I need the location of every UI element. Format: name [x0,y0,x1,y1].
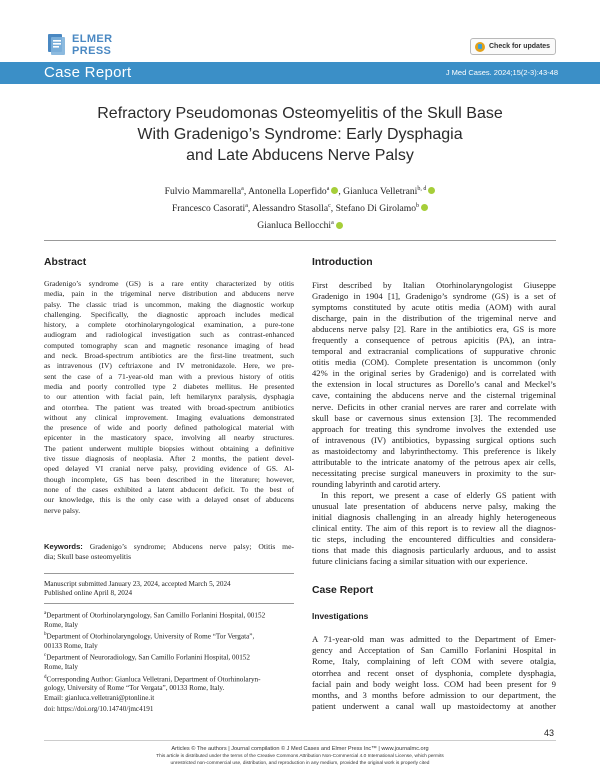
submitted-date: Manuscript submitted January 23, 2024, accepted March 5, 2024 [44,580,231,588]
author-line [120,216,480,233]
footer-license-line2: unrestricted non-commercial use, distribution, and reproduction in any medium, provided the original work is properly cited [170,761,430,766]
body-line: approach for treating this syndrome involves the extended use [312,423,556,434]
abstract-line: media, pain in the trigeminal nerve distribution and abducens nerve [44,289,294,299]
abstract-body [44,279,294,516]
affiliation-line [44,684,294,693]
body-line: Gradenigo in 1904 [1], Gradenigo’s syndrome (GS) is a set of [312,291,556,302]
elmer-press-logo-icon [44,32,68,58]
introduction-heading: Introduction [312,257,373,268]
affiliation-text: 00133 Rome, Italy [44,642,98,650]
author-name: Francesco Casorati [171,203,246,215]
body-line: skull base or cavernous sinus extension [3]. The recommended [312,412,556,423]
publisher-name [72,33,113,57]
author-affiliation-mark: b [416,203,420,210]
body-line: otitis media (COM). Complete presentation is uncommon (only [312,357,556,368]
body-line: tions that made this diagnosis particularly arduous, and to assist [312,545,556,556]
body-line: otorrhea and recent onset of dysphonia, complete dysphagia, [312,667,556,678]
abstract-keywords [44,542,294,563]
author-name: Alessandro Stasolla [252,203,329,215]
affiliation-text: Corresponding Author: Gianluca Velletrani, Department of Otorhinolaryn- [46,675,261,683]
affiliations [44,609,294,703]
author-affiliation-mark: a [331,220,334,227]
affiliation-text: Email: gianluca.velletrani@ptonline.it [44,693,155,702]
affiliation-text: Department of Otorhinolaryngology, San Camillo Forlanini Hospital, 00152 [46,611,266,620]
abstract-line: none of the cases exhibited a latent abducent deficit. To the best of [44,484,294,494]
page-number: 43 [543,728,554,738]
body-line: initial diagnosis challenging in an already highly heterogeneous [312,511,556,522]
abstract-line: and otorrhea. The patient was treated with broad-spectrum antibiotics [44,402,294,412]
affiliation-line [44,630,294,642]
body-line: of intravenous (IV) antibiotics, bypassing surgical options such [312,434,556,445]
investigations-subheading [312,611,556,621]
abstract-line: nerve palsy. [44,505,81,515]
affiliation-line [44,694,294,703]
body-line: 42% in the original series by Gradenigo) and is correlated with [312,368,556,379]
case-report-body [312,634,556,712]
orcid-icon[interactable] [428,187,435,194]
abstract-line: our knowledge, this is the only case with a delayed onset of abducens [44,495,294,505]
orcid-icon[interactable] [336,222,343,229]
title-line: With Gradenigo’s Syndrome: Early Dysphagia [137,126,463,143]
title-line: Refractory Pseudomonas Osteomyelitis of the Skull Base [97,105,503,122]
body-line: facial pain and body weight loss. COM had been present for 9 [312,678,556,689]
author-name: Antonella Loperfido [248,186,327,198]
abstract-line: audiogram and radiological investigation such as contrast-enhanced [44,330,294,340]
body-line: temporal and extracranial complications of suppurative chronic [312,346,556,357]
keywords-line [44,542,294,552]
affiliation-line [44,642,294,651]
affiliation-text: Rome, Italy [44,663,78,672]
body-line: gency and Acceptation of San Camillo Forlanini Hospital in [312,645,556,656]
abstract-divider [44,573,294,574]
check-for-updates-label: Check for updates [489,43,551,50]
body-line: necessitating precise surgical maneuvers in proximity to the sur- [312,467,556,478]
author-name: Gianluca Bellocchi [257,220,332,232]
title-line: and Late Abducens Nerve Palsy [186,147,414,164]
affiliation-mark: d [44,674,47,680]
check-for-updates-button[interactable] [470,38,556,55]
author-affiliation-mark: a [241,186,244,192]
orcid-icon[interactable] [331,187,338,194]
affiliation-line [44,621,294,630]
publisher-logo [44,32,154,60]
check-for-updates-icon [475,42,485,52]
abstract-line: palsy. The classic triad is uncommon, making the diagnostic workup [44,299,294,309]
publisher-name-line2: PRESS [72,45,112,57]
affiliation-text: Department of Neuroradiology, San Camillo Forlanini Hospital, 00152 [46,653,250,662]
body-line: clinical entity. The aim of this report is to review all the diagnos- [312,523,556,534]
abstract-heading: Abstract [44,257,87,268]
title-divider [44,240,556,241]
abstract-line: and neck. Broad-spectrum antibiotics are the first-line treatment, such [44,351,294,361]
author-name: Fulvio Mammarella [164,186,242,198]
doi-link[interactable]: doi: https://doi.org/10.14740/jmc4191 [44,705,154,713]
abstract-line: epicenter in the masticatory space, involving all nearby structures. [44,433,294,443]
abstract-line: history, a complete otorhinolaryngological examination, a pure-tone [44,320,294,330]
dates-divider [44,603,294,604]
affiliation-mark: c [44,653,47,659]
body-line: First described by Italian Otorhinolaryngologist Giuseppe [312,280,556,290]
abstract-line: sent the case of a 71-year-old man with a previous history of otitis [44,371,294,381]
footer-divider [44,740,556,741]
affiliation-text: gology, University of Rome “Tor Vergata”, 00133 Rome, Italy. [44,684,225,693]
footer-copyright: Articles © The authors | Journal compilation © J Med Cases and Elmer Press Inc™ | www.journalmc.org [171,746,429,752]
body-line: tic steps, including the encountered difficulties and considera- [312,534,556,545]
journal-citation: J Med Cases. 2024;15(2-3):43-48 [445,68,558,77]
keywords-label: Keywords: [44,542,83,551]
body-line: patient underwent a canal wall up mastoidectomy at another [312,701,556,712]
body-line: frequently a consequence of petrous apicitis (PA), an intra- [312,335,556,346]
introduction-body [312,280,556,567]
body-line: A 71-year-old man was admitted to the Department of Emer- [312,634,556,644]
affiliation-text: Rome, Italy [44,620,78,629]
author-affiliation-mark: a [326,186,330,192]
body-line: nerve. Deficits in other cranial nerves are rarer and correlate with [312,401,556,412]
article-title [60,103,540,166]
keywords-text: Gradenigo’s syndrome; Abducens nerve palsy; Otitis me- [82,542,294,551]
affiliation-line [44,651,294,663]
body-line: months, and 3 months before admission to our department, the [312,690,556,701]
author-list [120,182,480,234]
body-line: future clinicians facing a similar situation with our experience. [312,556,528,567]
investigations-label: Investigations [312,611,369,621]
affiliation-line [44,609,294,621]
affiliation-line [44,673,294,685]
author-affiliation-mark: a [245,203,248,210]
body-line: attributable to the intricate anatomy of the petrous apex air cells, [312,456,556,467]
abstract-line: computed tomography scan and magnetic resonance imaging of head [44,340,294,350]
article-doi[interactable] [44,705,294,714]
body-line: the extension in local structures as Dorello’s canal and Meckel’s [312,379,556,390]
publisher-name-line1: ELMER [72,33,113,45]
orcid-icon[interactable] [421,204,428,211]
article-type-label: Case Report [44,64,132,81]
abstract-line: without any clinical improvement. Imaging evaluations demonstrated [44,412,294,422]
article-type-banner [0,62,600,84]
keywords-line: dia; Skull base osteomyelitis [44,552,132,562]
author-name: Gianluca Velletrani [343,186,418,198]
abstract-line: challenging. Specifically, the diagnostic approach includes medical [44,309,294,319]
body-line: cave, containing the abducens nerve and the cisternal trigeminal [312,390,556,401]
manuscript-dates [44,580,294,599]
author-name: Stefano Di Girolamo [335,203,417,215]
body-line: In this report, we present a case of elderly GS patient with [321,489,556,500]
abstract-line: the presence of wide and poorly defined pathological material with [44,423,294,433]
affiliation-text: Department of Otorhinolaryngology, University of Rome “Tor Vergata”, [46,632,255,641]
author-affiliation-mark: b, d [417,186,427,192]
author-affiliation-mark: c [328,203,331,210]
published-date: Published online April 8, 2024 [44,589,133,598]
body-line: as mastoidectomy and labyrinthectomy. This preference is likely [312,445,556,456]
body-line: rounding labyrinth and carotid artery. [312,478,441,489]
abstract-line: though incomplete, GS has been described in the literature; however, [44,474,294,484]
author-line: Fulvio Mammarella$^a$, Antonella Loperfido$^a$ , Gianluca Velletrani$^{b, d}$ [120,182,480,199]
abstract-line: media and poorly controlled type 2 diabetes mellitus. He presented [44,381,294,391]
author-line: Francesco Casorati$^a$, Alessandro Stasolla$^c$, Stefano Di Girolamo$^b$ [120,199,480,216]
body-line: Rome, Italy, complaining of left COM with severe otalgia, [312,656,556,667]
case-report-heading: Case Report [312,585,374,596]
affiliation-line [44,663,294,672]
footer-license-line1: This article is distributed under the terms of the Creative Commons Attribution Non-Commercial 4.0 International License, which permits [156,754,444,759]
affiliation-mark: a [44,611,47,616]
abstract-line: oped delayed VI cranial nerve palsy, providing evidence of GS. Al- [44,464,294,474]
body-line: symptoms constituted by acute otitis media (AOM) with aural [312,302,556,313]
abstract-line: to our attention with facial pain, left hemilarynx paralysis, dysphagia [44,392,294,402]
abstract-line: as intravenous (IV) ceftriaxone and IV metronidazole. Here, we pre- [44,361,294,371]
affiliation-mark: b [44,632,47,638]
body-line: unusual late presentation of abducens nerve palsy, making the [312,500,556,511]
abstract-line: The patient underwent multiple biopsies without obtaining a definitive [44,443,294,453]
body-line: discharge, pain in the distribution of the trigeminal nerve and [312,313,556,324]
abstract-line: Gradenigo’s syndrome (GS) is a rare entity characterized by otitis [44,279,294,288]
abstract-line: tive tissue diagnosis of neoplasia. After 2 months, the patient devel- [44,454,294,464]
body-line: abducens nerve palsy [2]. Rare in the antibiotics era, GS is more [312,324,556,335]
